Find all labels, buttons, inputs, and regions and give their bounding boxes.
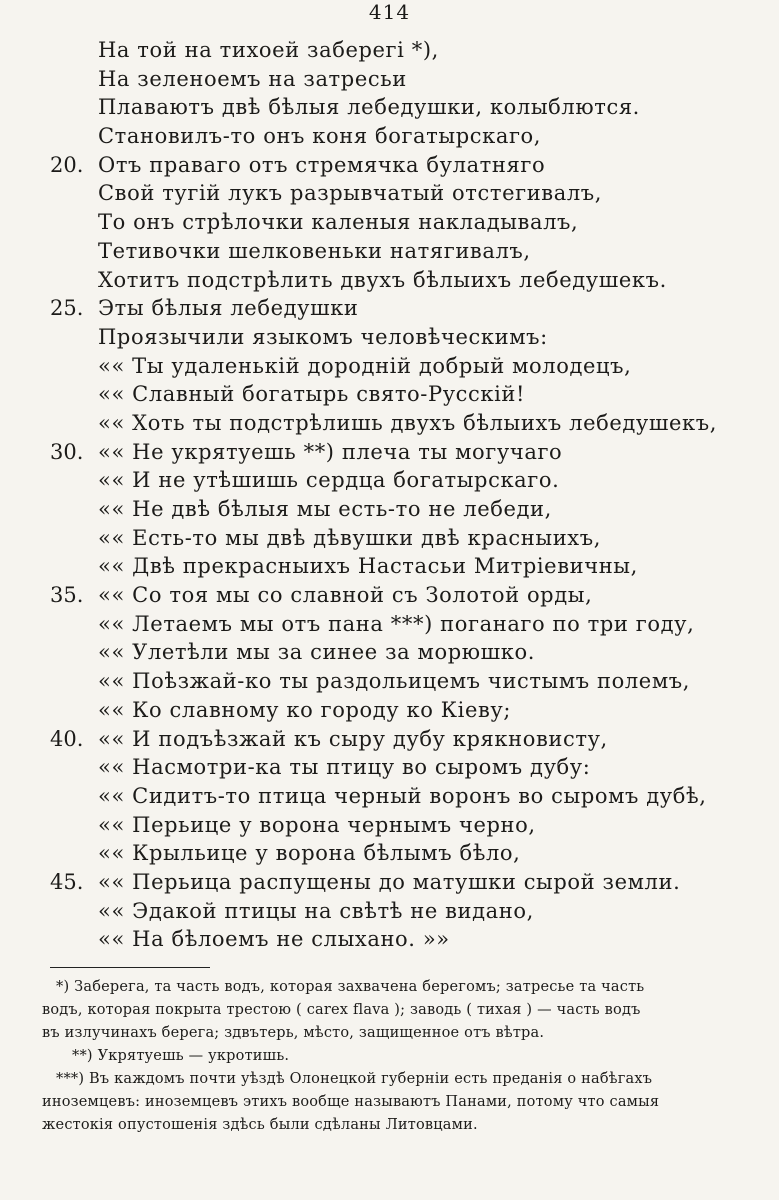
verse-line — [50, 495, 750, 524]
verse-line — [50, 552, 750, 581]
verse-text: «« Со тоя мы со славной съ Золотой орды, — [98, 583, 593, 608]
verse-line — [50, 179, 750, 208]
verse-line — [50, 868, 750, 897]
verse-line — [50, 93, 750, 122]
verse-text: Становилъ-то онъ коня богатырскаго, — [98, 124, 542, 149]
verse-line — [50, 696, 750, 725]
verse-text: «« И не утѣшишь сердца богатырскаго. — [98, 468, 560, 493]
verse-line — [50, 36, 750, 65]
footnote-line: **) Укрятуешь — укротишь. — [72, 1048, 290, 1064]
verse-text: «« Двѣ прекрасныихъ Настасьи Митрiевичны, — [98, 554, 638, 579]
verse-line — [50, 524, 750, 553]
footnotes-block — [42, 976, 722, 1137]
footnote-divider — [50, 967, 210, 968]
verse-text: На зеленоемъ на затресьи — [98, 66, 407, 91]
verse-text: «« Хоть ты подстрѣлишь двухъ бѣлыихъ лебедушекъ, — [98, 410, 717, 435]
verse-number: 30. — [50, 439, 84, 464]
footnote-line: ***) Въ каждомъ почти уѣздѣ Олонецкой губернiи есть преданiя о набѣгахъ — [56, 1071, 653, 1087]
verse-line — [50, 65, 750, 94]
verse-text: «« Не двѣ бѣлыя мы есть-то не лебеди, — [98, 497, 552, 521]
verse-text: «« Перьица распущены до матушки сырой земли. — [98, 869, 681, 894]
verse-text: «« Эдакой птицы на свѣтѣ не видано, — [98, 898, 534, 923]
verse-text: «« Ко славному ко городу ко Кiеву; — [98, 697, 512, 722]
verse-line — [50, 581, 750, 610]
verse-text: «« Ты удаленькiй дороднiй добрый молодецъ, — [98, 353, 632, 378]
verse-line — [50, 409, 750, 438]
page-number: 414 — [368, 0, 411, 24]
verse-line — [50, 753, 750, 782]
verse-text: Проязычили языкомъ человѣческимъ: — [98, 324, 548, 349]
verse-line — [50, 782, 750, 811]
verse-line — [50, 380, 750, 409]
verse-text: Тетивочки шелковеньки натягивалъ, — [98, 238, 531, 263]
verse-line — [50, 294, 750, 323]
verse-text: «« Сидитъ-то птица черный воронъ во сыромъ дубѣ, — [98, 783, 707, 808]
verse-line — [50, 352, 750, 381]
verse-text: Свой тугiй лукъ разрывчатый отстегивалъ, — [98, 181, 603, 206]
verse-text: «« Насмотри-ка ты птицу во сыромъ дубу: — [98, 755, 591, 780]
verse-number: 25. — [50, 296, 84, 321]
verse-line — [50, 122, 750, 151]
verse-text: «« Есть-то мы двѣ дѣвушки двѣ красныихъ, — [98, 525, 601, 550]
verse-text: «« Славный богатырь свято-Русскiй! — [98, 382, 526, 407]
verse-line — [50, 151, 750, 180]
verse-line — [50, 839, 750, 868]
verse-line — [50, 638, 750, 667]
verse-number: 40. — [50, 726, 84, 751]
verse-text: На той на тихоей заберегi *), — [98, 38, 439, 62]
verse-line — [50, 323, 750, 352]
verse-text: Отъ праваго отъ стремячка булатняго — [98, 152, 546, 177]
verse-line — [50, 925, 750, 954]
footnote-line: иноземцевъ: иноземцевъ этихъ вообще называютъ Панами, потому что самыя — [42, 1094, 660, 1110]
verse-line — [50, 897, 750, 926]
footnote-line: водъ, которая покрыта трестою ( carex flava ); заводь ( тихая ) — часть водъ — [42, 1002, 641, 1018]
verse-text: «« Не укрятуешь **) плеча ты могучаго — [98, 439, 563, 464]
verse-text: «« Перьице у ворона чернымъ черно, — [98, 812, 536, 837]
verse-text: То онъ стрѣлочки каленыя накладывалъ, — [98, 210, 579, 235]
verse-line — [50, 208, 750, 237]
verse-text: Плаваютъ двѣ бѣлыя лебедушки, колыблются. — [98, 95, 640, 120]
verse-number: 35. — [50, 583, 84, 608]
verse-line — [50, 725, 750, 754]
verse-line — [50, 610, 750, 639]
verse-text: Эты бѣлыя лебедушки — [98, 296, 359, 321]
verse-text: «« Крыльице у ворона бѣлымъ бѣло, — [98, 841, 521, 866]
verse-text: «« Летаемъ мы отъ пана ***) поганаго по три году, — [98, 611, 695, 636]
verse-text: Хотитъ подстрѣлить двухъ бѣлыихъ лебедушекъ. — [98, 267, 667, 292]
verse-number: 20. — [50, 152, 84, 177]
footnote-line: въ излучинахъ берега; здвътерь, мѣсто, защищенное отъ вѣтра. — [42, 1025, 545, 1041]
verse-line — [50, 237, 750, 266]
verse-line — [50, 266, 750, 295]
verse-text: «« Улетѣли мы за синее за морюшко. — [98, 640, 535, 665]
verse-block — [50, 36, 750, 954]
verse-text: «« Поѣзжай-ко ты раздольицемъ чистымъ полемъ, — [98, 669, 691, 694]
verse-number: 45. — [50, 869, 84, 894]
verse-text: «« И подъѣзжай къ сыру дубу крякновисту, — [98, 726, 608, 751]
verse-line — [50, 811, 750, 840]
verse-line — [50, 438, 750, 467]
verse-text: «« На бѣлоемъ не слыхано. »» — [98, 927, 450, 952]
verse-line — [50, 466, 750, 495]
verse-line — [50, 667, 750, 696]
footnote-line: *) Заберега, та часть водъ, которая захвачена берегомъ; затресье та часть — [56, 979, 645, 995]
footnote-line: жестокiя опустошенiя здѣсь были сдѣланы Литовцами. — [42, 1117, 478, 1133]
